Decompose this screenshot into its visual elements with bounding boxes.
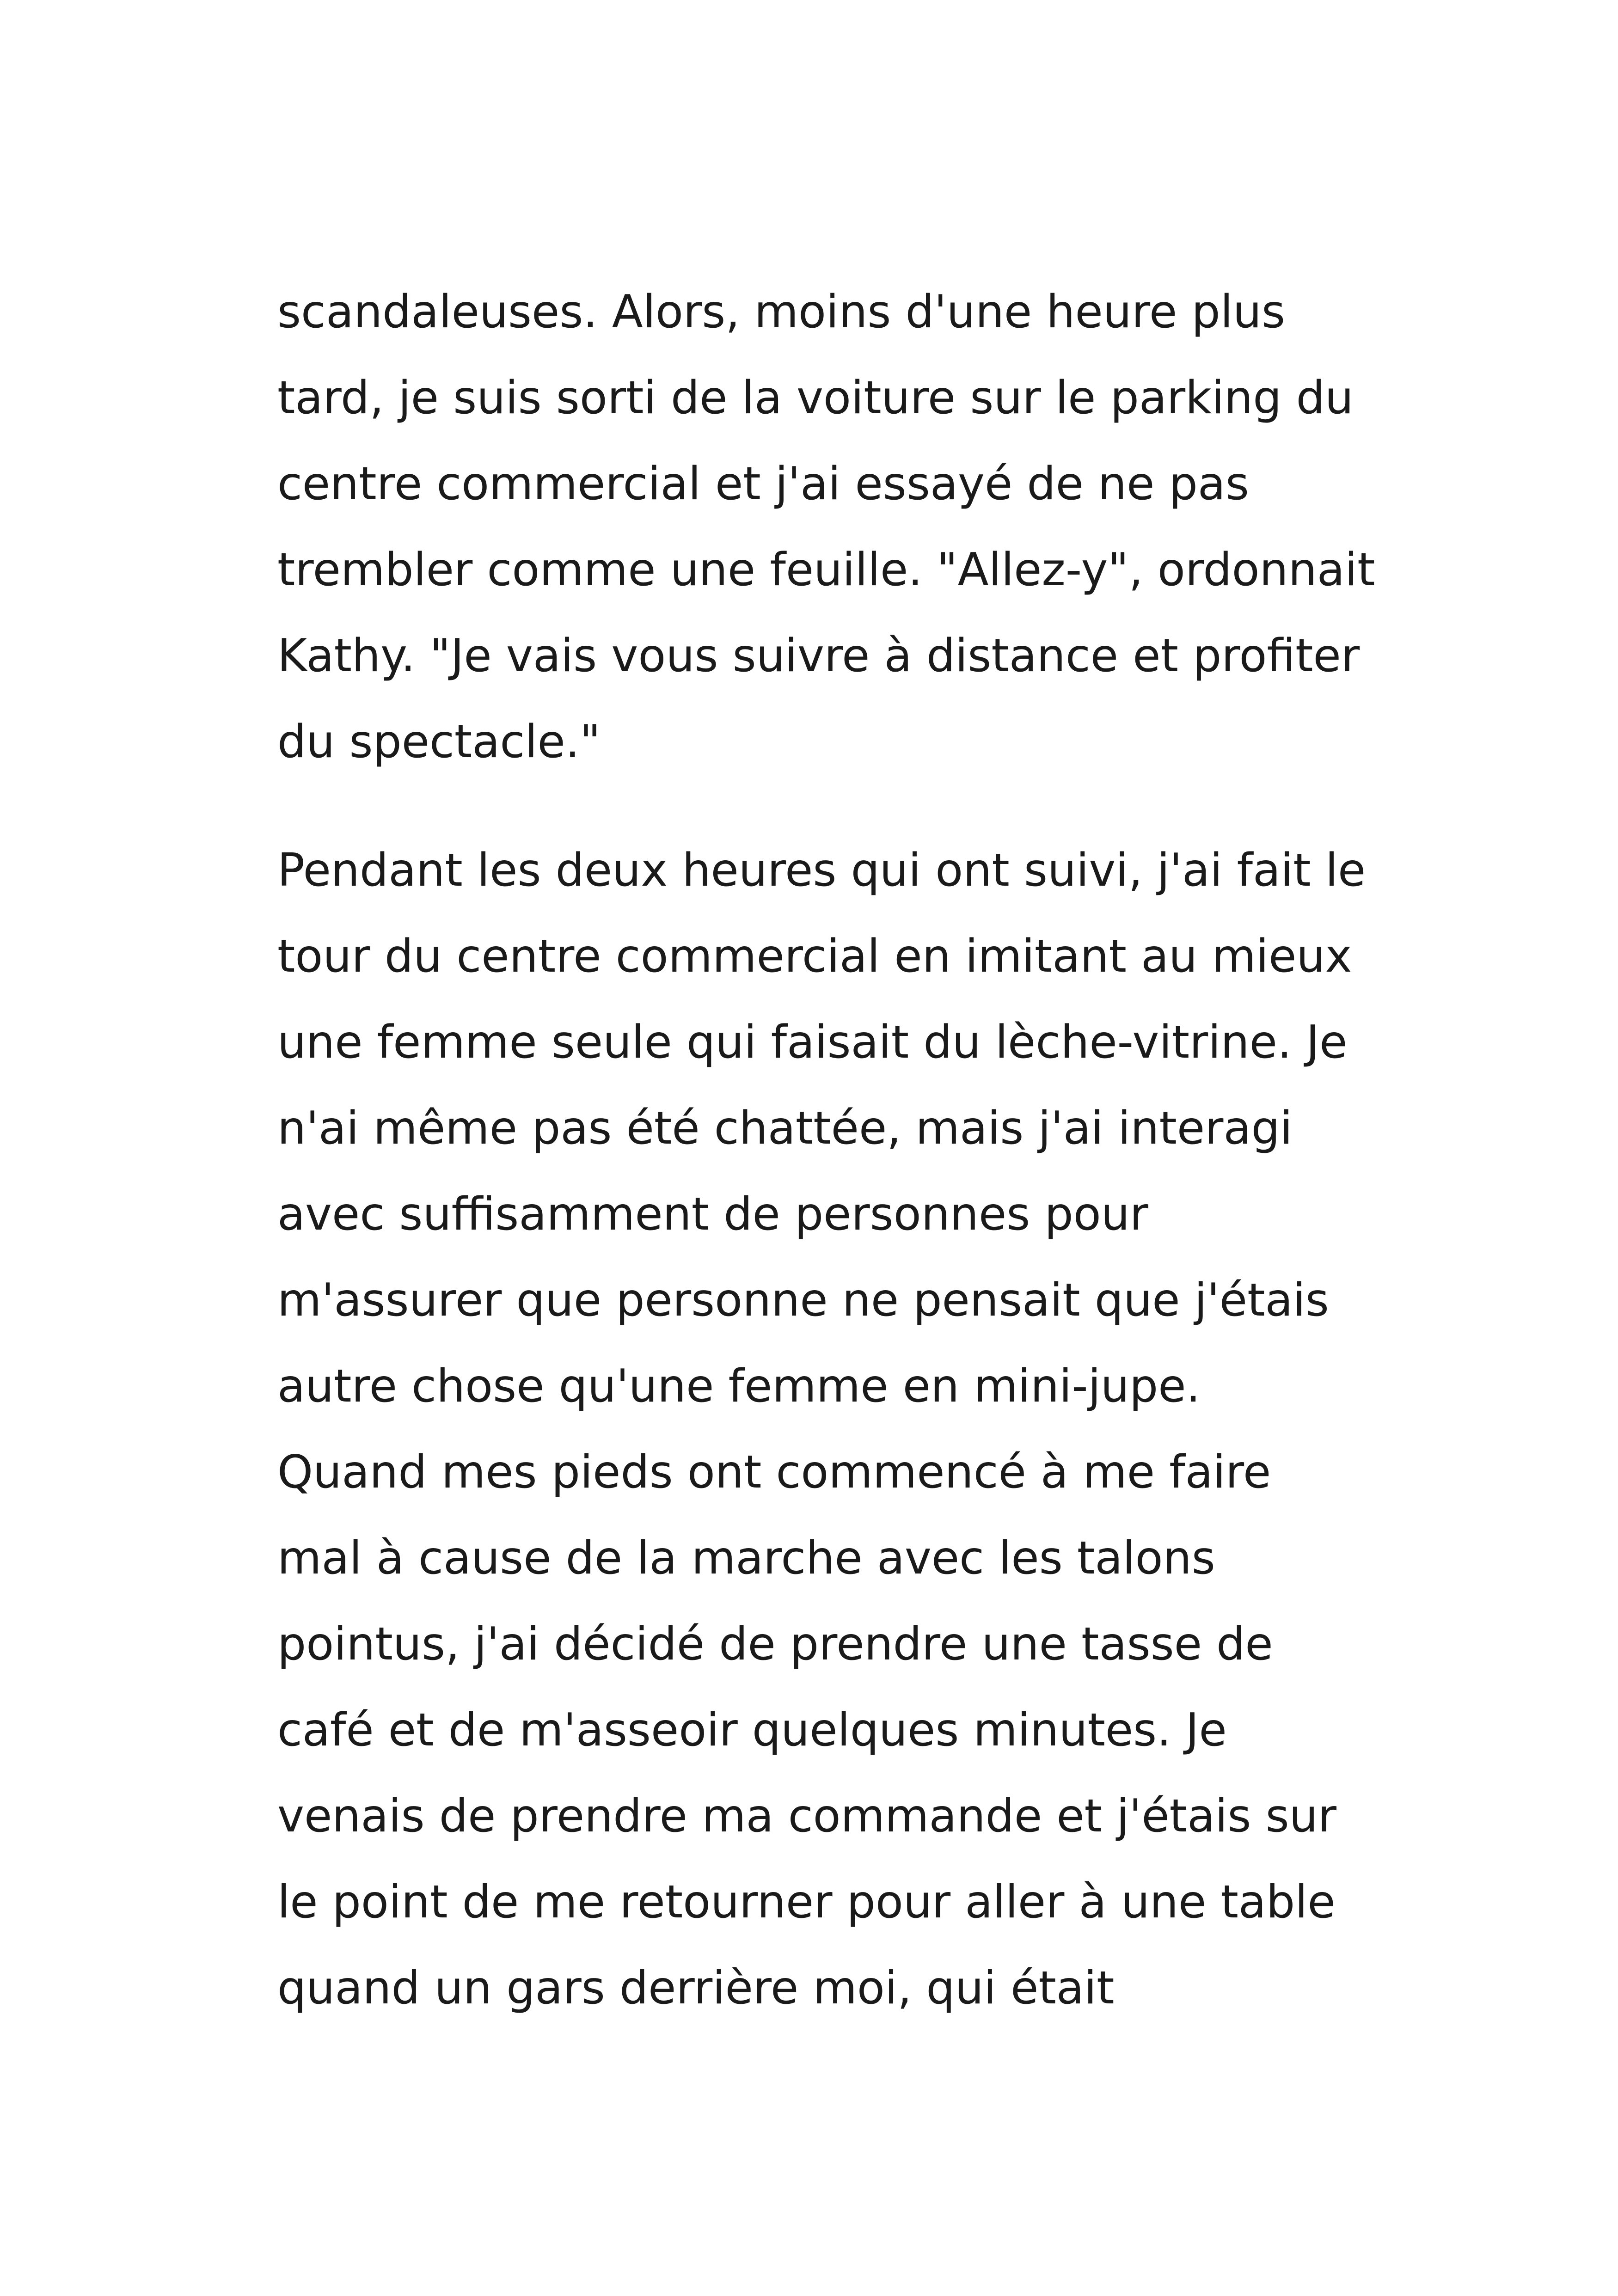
text-line: avec suffisamment de personnes pour [277, 1188, 1149, 1241]
text-line: mal à cause de la marche avec les talons [277, 1532, 1215, 1585]
text-line: venais de prendre ma commande et j'étais sur [277, 1790, 1337, 1843]
text-line: le point de me retourner pour aller à une table [277, 1876, 1336, 1929]
text-line: m'assurer que personne ne pensait que j'étais [277, 1274, 1329, 1327]
text-line: trembler comme une feuille. "Allez-y", ordonnait [277, 544, 1375, 596]
text-line: tour du centre commercial en imitant au mieux [277, 930, 1352, 983]
paragraph-1 [277, 269, 1387, 785]
text-line: tard, je suis sorti de la voiture sur le parking du [277, 372, 1354, 424]
text-line: Pendant les deux heures qui ont suivi, j'ai fait le [277, 844, 1366, 897]
text-line: autre chose qu'une femme en mini-jupe. [277, 1360, 1201, 1413]
text-line: Quand mes pieds ont commencé à me faire [277, 1446, 1271, 1499]
text-line: centre commercial et j'ai essayé de ne pas [277, 458, 1249, 510]
text-line: café et de m'asseoir quelques minutes. Je [277, 1704, 1227, 1757]
text-line: n'ai même pas été chattée, mais j'ai interagi [277, 1102, 1293, 1155]
paragraph-2 [277, 827, 1387, 2031]
text-line: Kathy. "Je vais vous suivre à distance et profiter [277, 630, 1360, 682]
text-line: du spectacle." [277, 716, 601, 768]
text-line: quand un gars derrière moi, qui était [277, 1962, 1115, 2014]
text-line: scandaleuses. Alors, moins d'une heure plus [277, 286, 1286, 338]
text-line: une femme seule qui faisait du lèche-vitrine. Je [277, 1016, 1348, 1069]
text-line: pointus, j'ai décidé de prendre une tasse de [277, 1618, 1273, 1671]
